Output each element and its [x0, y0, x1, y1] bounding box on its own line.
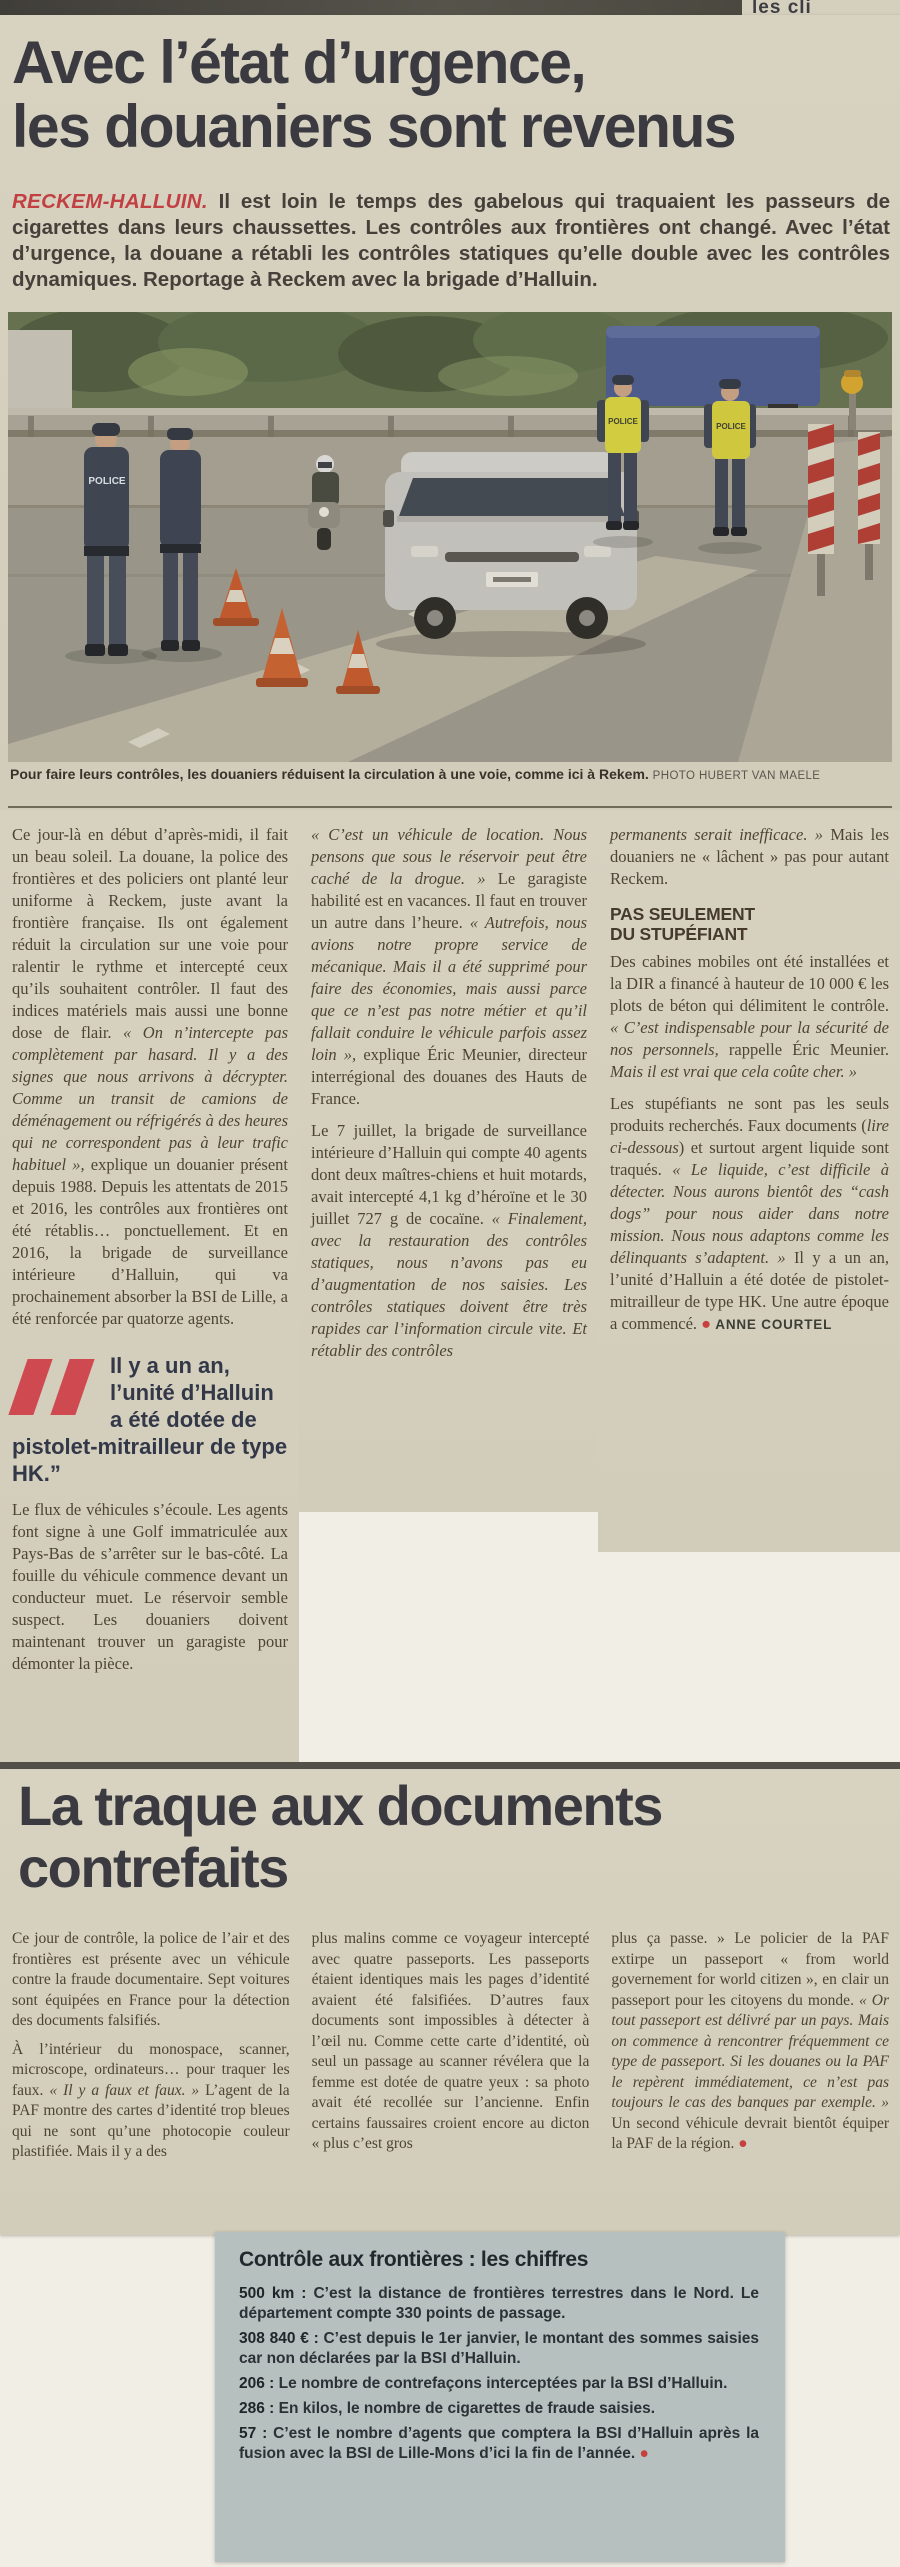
adjacent-headline-remnant: les cli — [742, 0, 900, 15]
stat-item-money — [239, 2329, 759, 2369]
end-mark: ● — [639, 2445, 649, 2462]
a2c3-paragraph-1: plus ça passe. » Le policier de la PAF extirpe un passeport « from world governement for world citizen », en clair un passeport pour les citoyens du monde. « Or tout passeport est délivré par un pays. Mais on commence à rencontrer fréquemment ce type de passeport. Si les douanes ou la PAF le repèrent immédiatement, ce n’est pas toujours le cas des banques par exemple. » Un second véhicule devrait bientôt équiper la PAF de la région. ● — [611, 1930, 890, 2152]
pull-quote — [12, 1352, 288, 1487]
stat-item-distance — [239, 2284, 759, 2324]
stat-text: C’est depuis le 1er janvier, le montant des sommes saisies car non déclarées par la BSI d’Halluin. — [239, 2330, 759, 2367]
police-jacket-label: POLICE — [88, 476, 126, 487]
stats-box — [215, 2232, 785, 2562]
column-top-rule — [8, 806, 892, 808]
a1c2-paragraph-1: « C’est un véhicule de location. Nous pensons que sous le réservoir peut être caché de la drogue. » Le garagiste habilité est en vacances. Il faut en trouver un autre dans l’heure. « Autrefois, nous avions notre propre service de mécanique. Mais il a été supprimé pour faire des économies, mais aussi parce que ce n’est pas notre métier et qu’il fallait conduire le véhicule parfois assez loin », explique Éric Meunier, directeur interrégional des douanes des Hauts de France. — [311, 825, 587, 1108]
article2-block — [0, 1769, 900, 2235]
headline-line2: les douaniers sont revenus — [12, 93, 736, 160]
headline-line1: Avec l’état d’urgence, — [12, 29, 586, 96]
caption-text: Pour faire leurs contrôles, les douaniers réduisent la circulation à une voie, comme ici à Rekem. — [10, 766, 649, 782]
article2-columns — [0, 1929, 900, 2171]
a2-headline-line1: La traque aux documents — [18, 1774, 662, 1837]
stat-value: 206 : — [239, 2375, 275, 2392]
a1c1-paragraph-2: Le flux de véhicules s’écoule. Les agents font signe à une Golf immatriculée aux Pays-Bas de s’arrêter sur le bas-côté. La fouille du véhicule commence devant un conducteur muet. Le réservoir semble suspect. Les douaniers doivent maintenant trouver un garagiste pour démonter la pièce. — [12, 1500, 288, 1673]
stat-item-agents — [239, 2424, 759, 2464]
stat-item-cigarettes — [239, 2399, 759, 2419]
photo-caption — [10, 766, 898, 782]
stat-text: C’est le nombre d’agents que comptera la BSI d’Halluin après la fusion avec la BSI de Lille-Mons d’ici la fin de l’année. — [239, 2425, 759, 2462]
a2c1-paragraph-2: À l’intérieur du monospace, scanner, microscope, ordinateurs… pour traquer les faux. « Il y a faux et faux. » L’agent de la PAF montre des cartes d’identité trop bleues qui ne sont qu’une photocopie couleur plastifiée. Mais il y a des — [12, 2040, 290, 2160]
article2-column-1 — [12, 1929, 290, 2171]
a1c3-subhead — [610, 904, 889, 944]
intro-text: Il est loin le temps des gabelous qui traquaient les passeurs de cigarettes dans leurs chaussettes. Les contrôles aux frontières ont changé. Avec l’état d’urgence, la douane a rétabli les contrôles statiques qu’elle double avec les contrôles dynamiques. Reportage à Reckem avec la brigade d’Halluin. — [12, 190, 890, 291]
stat-text: C’est la distance de frontières terrestres dans le Nord. Le département compte 330 points de passage. — [239, 2285, 760, 2322]
pull-quote-text: Il y a un an, l’unité d’Halluin a été dotée de pistolet-mitrailleur de type HK.” — [12, 1353, 288, 1486]
page-top-edge — [0, 0, 742, 15]
stat-value: 57 : — [239, 2425, 268, 2442]
article2-headline — [18, 1775, 662, 1899]
stat-value: 500 km : — [239, 2285, 307, 2302]
hi-vis-vest-label-2: POLICE — [716, 422, 746, 431]
article1-headline — [12, 31, 735, 159]
a1c3-paragraph-1: permanents serait inefficace. » Mais les douaniers ne « lâchent » pas pour autant Reckem. — [610, 825, 889, 888]
photo-tone-overlay — [8, 312, 892, 762]
a1c1-paragraph-1: Ce jour-là en début d’après-midi, il fait un beau soleil. La douane, la police des frontières et des policiers ont planté leur uniforme à Reckem, juste avant la frontière française. Ils ont également réduit la circulation sur une voie pour ralentir le rythme et intercepté ceux qu’ils souhaitent contrôler. Il faut des indices matériels mais aussi une bonne dose de flair. « On n’intercepte pas complètement par hasard. Il y a des signes que nous arrivons à décrypter. Comme un transit de camions de déménagement ou réfrigérés à des heures qui ne correspondent pas à leur trafic habituel », explique un douanier présent depuis 1988. Depuis les attentats de 2015 et 2016, les contrôles aux frontières ont été rétablis… ponctuellement. Et en 2016, la brigade de surveillance intérieure d’Halluin, qui va prochainement absorber la BSI de Lille, a été renforcée par quatorze agents. — [12, 825, 289, 1328]
subhead-line1: PAS SEULEMENT — [610, 904, 755, 924]
article1-column-1 — [0, 810, 299, 1762]
stat-value: 308 840 € : — [239, 2330, 319, 2347]
a2-headline-line2: contrefaits — [18, 1836, 288, 1899]
a1c3-paragraph-2: Des cabines mobiles ont été installées et la DIR a financé à hauteur de 10 000 € les plots de béton qui délimitent le contrôle. « C’est indispensable pour la sécurité de nos personnels, rappelle Éric Meunier. Mais il est vrai que cela coûte cher. » — [610, 952, 889, 1081]
article2-column-3 — [611, 1929, 889, 2171]
clip-seam — [0, 1762, 900, 1769]
stat-value: 286 : — [239, 2400, 275, 2417]
a1c3-paragraph-3: Les stupéfiants ne sont pas les seuls produits recherchés. Faux documents (lire ci-dessous) et surtout argent liquide sont traqués. « Le liquide, c’est difficile à détecter. Nous aurons bientôt des “cash dogs” pour nous aider dans notre mission. Nous nous adaptons comme les délinquants s’adaptent. » Il y a un an, l’unité d’Halluin a été dotée de pistolet-mitrailleur de type HK. Une autre époque a commencé. ● ANNE COURTEL — [610, 1094, 889, 1333]
dateline: RECKEM-HALLUIN. — [12, 190, 208, 213]
stat-text: Le nombre de contrefaçons interceptées par la BSI d’Halluin. — [278, 2375, 728, 2392]
article2-column-2 — [312, 1929, 590, 2171]
stat-text: En kilos, le nombre de cigarettes de fraude saisies. — [278, 2400, 656, 2417]
a1c2-paragraph-2: Le 7 juillet, la brigade de surveillance intérieure d’Halluin qui compte 40 agents dont deux maîtres-chiens et huit motards, avait intercepté 4,1 kg d’héroïne et le 30 juillet 727 g de cocaïne. « Finalement, avec la restauration des contrôles statiques, nous n’avons pas eu d’augmentation de nos saisies. Les contrôles statiques doivent être très rapides car l’information circule vite. Et rétablir des contrôles — [311, 1121, 587, 1360]
checkpoint-photo — [8, 312, 892, 762]
stat-item-counterfeits — [239, 2374, 759, 2394]
hi-vis-vest-label: POLICE — [608, 417, 638, 426]
article1-column-2 — [299, 810, 598, 1512]
stats-box-title: Contrôle aux frontières : les chiffres — [239, 2248, 589, 2271]
article1-column-3 — [598, 810, 900, 1552]
a2c2-paragraph-1: plus malins comme ce voyageur intercepté avec quatre passeports. Les passeports étaient identiques mais les pages d’identité avaient été falsifiées. D’autres faux documents sont impossibles à détecter à l’œil nu. Comme cette carte d’identité, où seul un passage au scanner révélera que la femme est dotée de quatre yeux : sa photo avait été recollée sur l’ancienne. Enfin certains faussaires croient encore au dicton « plus c’est gros — [311, 1930, 590, 2152]
article1-intro — [12, 189, 890, 293]
photo-credit: PHOTO HUBERT VAN MAELE — [652, 770, 821, 782]
quote-mark-icon — [12, 1356, 102, 1418]
a2c1-paragraph-1: Ce jour de contrôle, la police de l’air et des frontières est présente avec un véhicule contre la fraude documentaire. Sept voitures sont équipées en France pour la détection des documents falsifiés. — [12, 1930, 290, 2029]
subhead-line2: DU STUPÉFIANT — [610, 924, 748, 944]
